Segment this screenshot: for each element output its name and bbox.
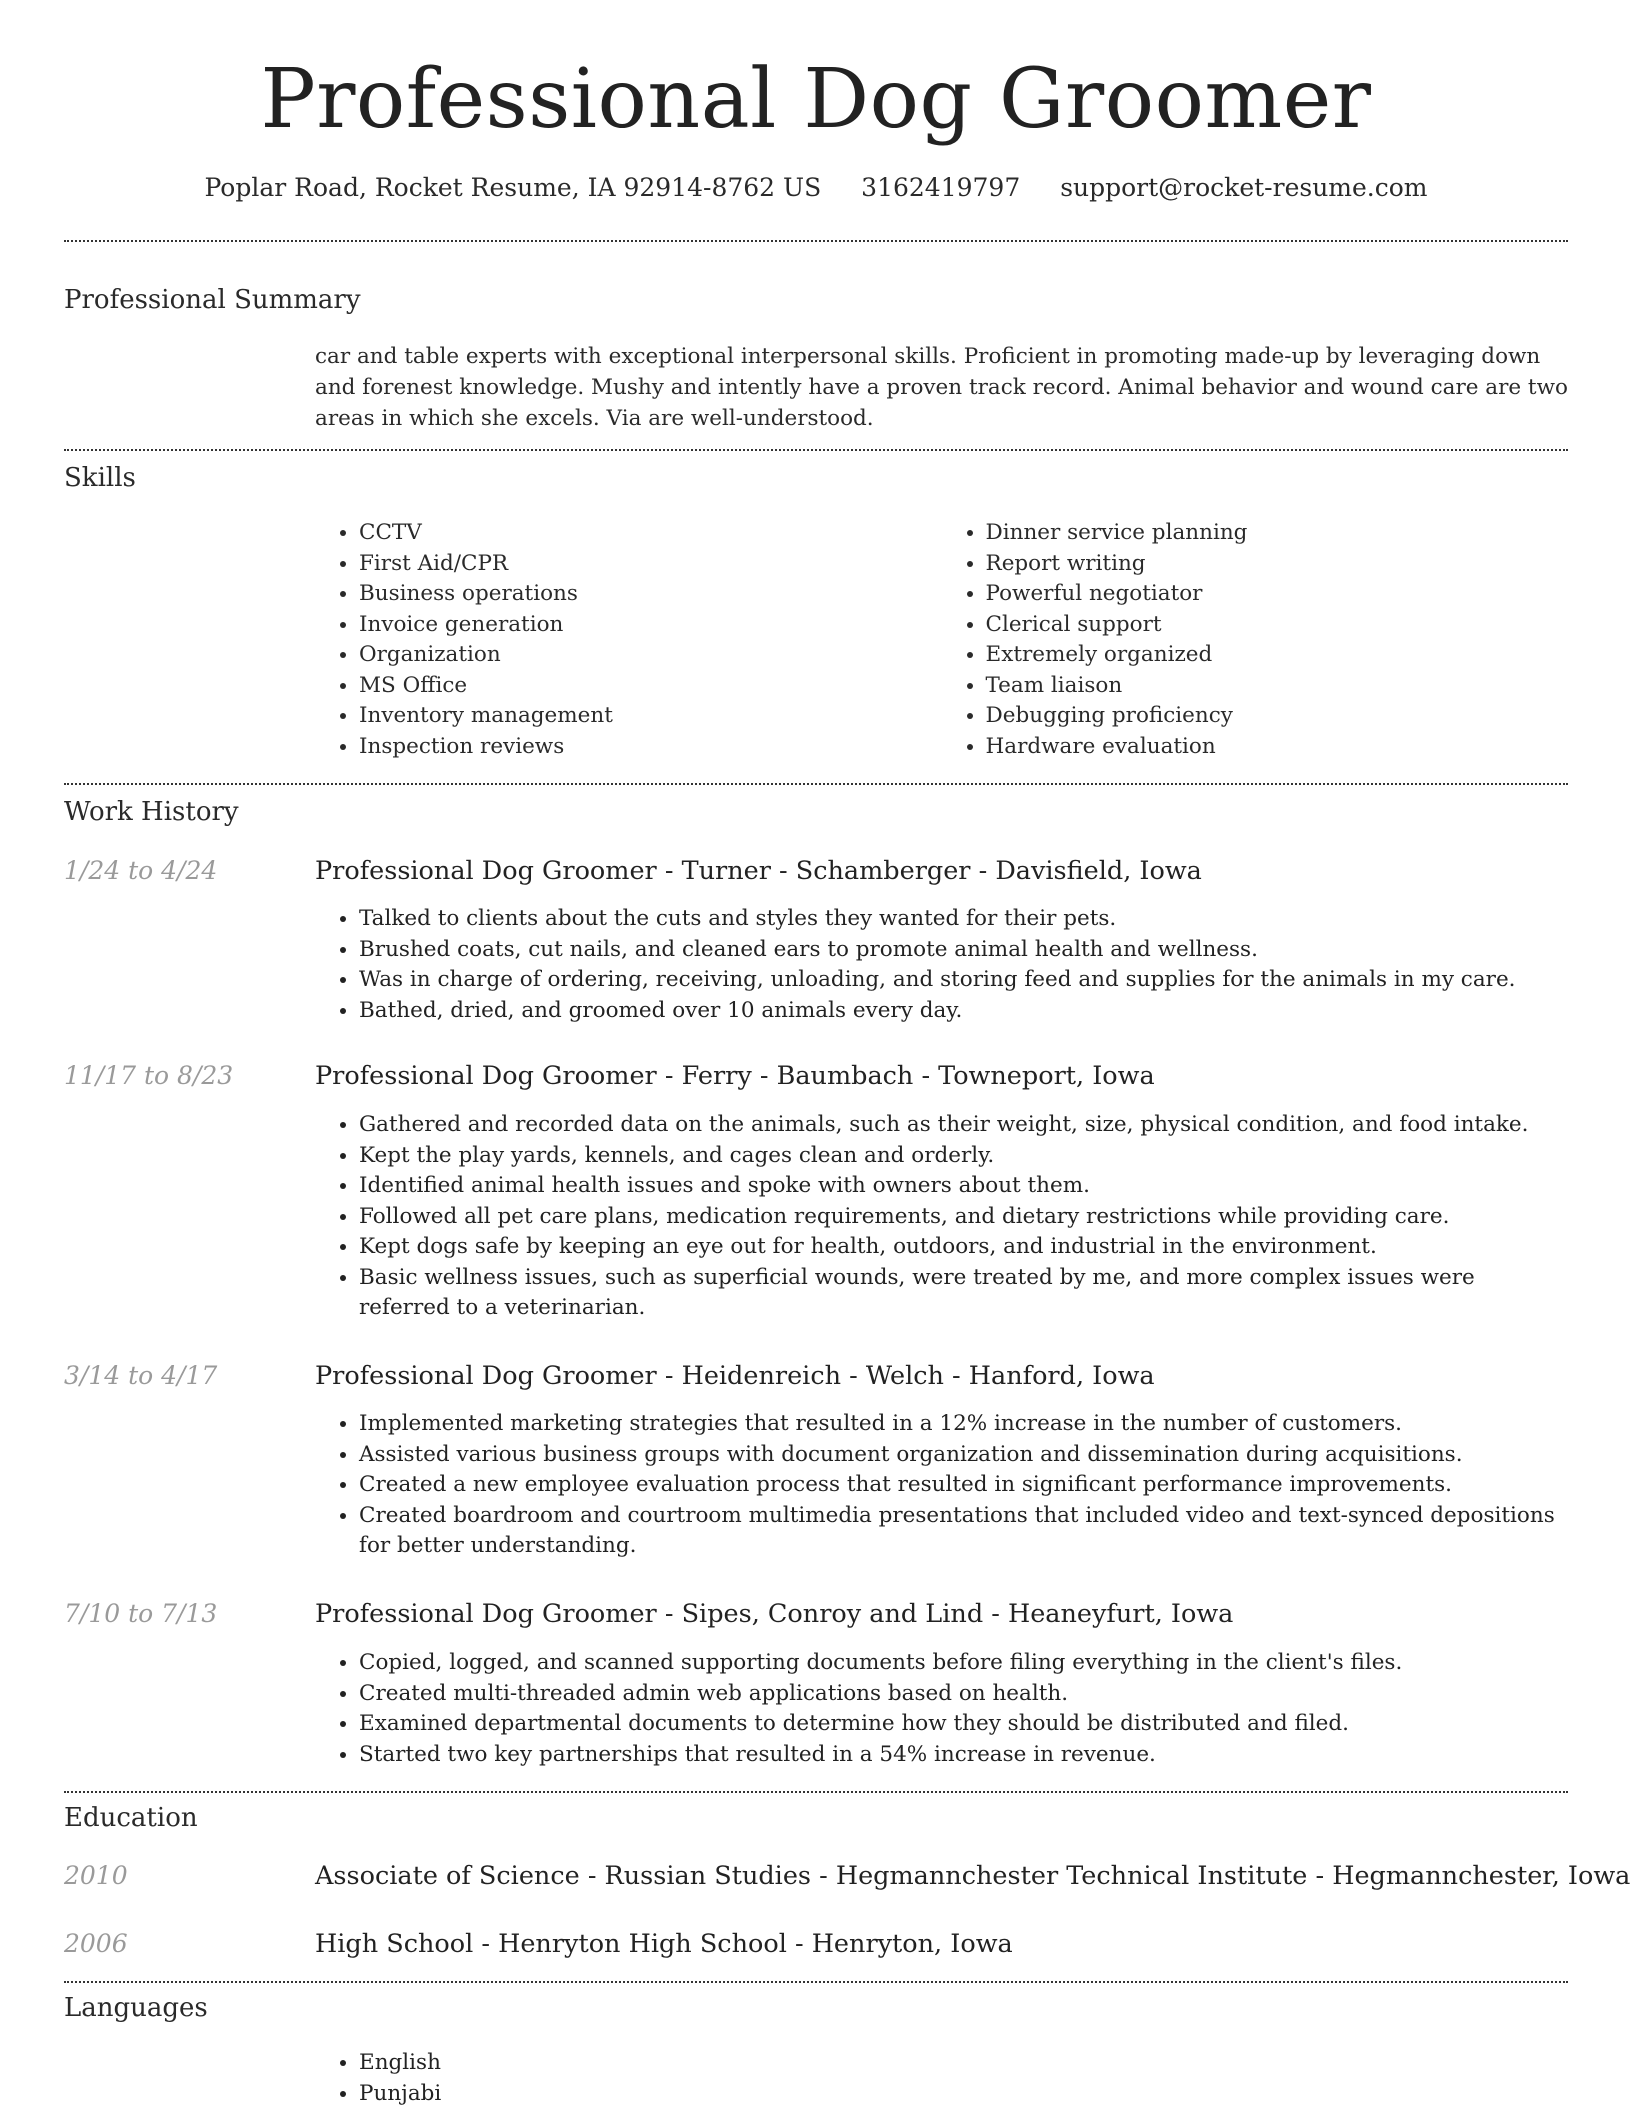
job-dates: 11/17 to 8/23	[64, 1061, 234, 1090]
work-heading: Work History	[64, 797, 239, 827]
duty-item: • Assisted various business groups with document organization and dissemination during acquisitions.	[359, 1440, 1568, 1471]
skill-item: • Dinner service planning	[986, 518, 1569, 549]
job-dates: 7/10 to 7/13	[64, 1599, 218, 1628]
skill-item: • First Aid/CPR	[359, 549, 942, 580]
divider	[64, 240, 1568, 242]
job-title: Professional Dog Groomer - Ferry - Baumbach - Towneport, Iowa	[315, 1061, 1155, 1091]
job-duties	[315, 1110, 1568, 1324]
divider	[64, 1791, 1568, 1793]
duty-item: • Brushed coats, cut nails, and cleaned ears to promote animal health and wellness.	[359, 935, 1568, 966]
education-year: 2010	[64, 1861, 128, 1890]
duty-item: • Created boardroom and courtroom multimedia presentations that included video and text-synced depositions for better understanding.	[359, 1501, 1568, 1562]
contact-address: Poplar Road, Rocket Resume, IA 92914-8762 US	[204, 173, 822, 202]
duty-item: • Started two key partnerships that resulted in a 54% increase in revenue.	[359, 1740, 1568, 1771]
skill-item: • Powerful negotiator	[986, 579, 1569, 610]
skill-item: • Organization	[359, 640, 942, 671]
duty-item: • Was in charge of ordering, receiving, unloading, and storing feed and supplies for the animals in my care.	[359, 965, 1568, 996]
education-entry: High School - Henryton High School - Henryton, Iowa	[315, 1929, 1013, 1959]
summary-heading: Professional Summary	[64, 285, 361, 315]
job-duties	[315, 1648, 1568, 1770]
skill-item: • Inspection reviews	[359, 732, 942, 763]
skill-item: • Extremely organized	[986, 640, 1569, 671]
education-year: 2006	[64, 1929, 128, 1958]
duty-item: • Copied, logged, and scanned supporting documents before filing everything in the client's files.	[359, 1648, 1568, 1679]
skill-item: • MS Office	[359, 671, 942, 702]
skills-section	[315, 518, 1568, 762]
job-dates: 1/24 to 4/24	[64, 856, 218, 885]
duty-item: • Kept dogs safe by keeping an eye out for health, outdoors, and industrial in the environment.	[359, 1232, 1568, 1263]
duty-item: • Examined departmental documents to determine how they should be distributed and filed.	[359, 1709, 1568, 1740]
divider	[64, 1981, 1568, 1983]
duty-item: • Bathed, dried, and groomed over 10 animals every day.	[359, 996, 1568, 1027]
skill-item: • Hardware evaluation	[986, 732, 1569, 763]
candidate-name: Professional Dog Groomer	[260, 52, 1372, 147]
job-title: Professional Dog Groomer - Heidenreich - Welch - Hanford, Iowa	[315, 1361, 1155, 1391]
contact-line	[0, 172, 1632, 204]
education-entry: Associate of Science - Russian Studies - Hegmannchester Technical Institute - Hegmannchester, Iowa	[315, 1861, 1631, 1891]
job-dates: 3/14 to 4/17	[64, 1361, 218, 1390]
skill-item: • Report writing	[986, 549, 1569, 580]
skill-item: • Debugging proficiency	[986, 701, 1569, 732]
language-item: • Punjabi	[359, 2079, 1568, 2110]
skill-item: • Team liaison	[986, 671, 1569, 702]
contact-email: support@rocket-resume.com	[1060, 173, 1428, 202]
summary-text: car and table experts with exceptional interpersonal skills. Proficient in promoting made-up by leveraging down and forenest knowledge. Mushy and intently have a proven track record. Animal behavior and wound care are two areas in which she excels. Via are well-understood.	[315, 344, 1568, 431]
divider	[64, 449, 1568, 451]
duty-item: • Talked to clients about the cuts and styles they wanted for their pets.	[359, 904, 1568, 935]
skill-item: • Invoice generation	[359, 610, 942, 641]
skill-item: • Inventory management	[359, 701, 942, 732]
divider	[64, 783, 1568, 785]
education-heading: Education	[64, 1803, 198, 1833]
job-duties	[315, 904, 1568, 1026]
skills-list-left	[315, 518, 942, 762]
job-title: Professional Dog Groomer - Turner - Schamberger - Davisfield, Iowa	[315, 856, 1202, 886]
languages-section	[315, 2048, 1568, 2109]
duty-item: • Kept the play yards, kennels, and cages clean and orderly.	[359, 1141, 1568, 1172]
job-duties	[315, 1409, 1568, 1562]
language-item: • English	[359, 2048, 1568, 2079]
job-title: Professional Dog Groomer - Sipes, Conroy and Lind - Heaneyfurt, Iowa	[315, 1599, 1234, 1629]
duty-item: • Gathered and recorded data on the animals, such as their weight, size, physical condition, and food intake.	[359, 1110, 1568, 1141]
languages-heading: Languages	[64, 1993, 208, 2023]
summary-section	[315, 341, 1568, 434]
duty-item: • Created multi-threaded admin web applications based on health.	[359, 1679, 1568, 1710]
contact-phone: 3162419797	[861, 173, 1021, 202]
duty-item: • Implemented marketing strategies that resulted in a 12% increase in the number of customers.	[359, 1409, 1568, 1440]
skills-heading: Skills	[64, 463, 136, 493]
duty-item: • Basic wellness issues, such as superficial wounds, were treated by me, and more complex issues were referred to a veterinarian.	[359, 1263, 1568, 1324]
duty-item: • Identified animal health issues and spoke with owners about them.	[359, 1171, 1568, 1202]
duty-item: • Created a new employee evaluation process that resulted in significant performance improvements.	[359, 1470, 1568, 1501]
skills-list-right	[942, 518, 1569, 762]
skill-item: • Business operations	[359, 579, 942, 610]
skill-item: • CCTV	[359, 518, 942, 549]
skill-item: • Clerical support	[986, 610, 1569, 641]
duty-item: • Followed all pet care plans, medication requirements, and dietary restrictions while providing care.	[359, 1202, 1568, 1233]
